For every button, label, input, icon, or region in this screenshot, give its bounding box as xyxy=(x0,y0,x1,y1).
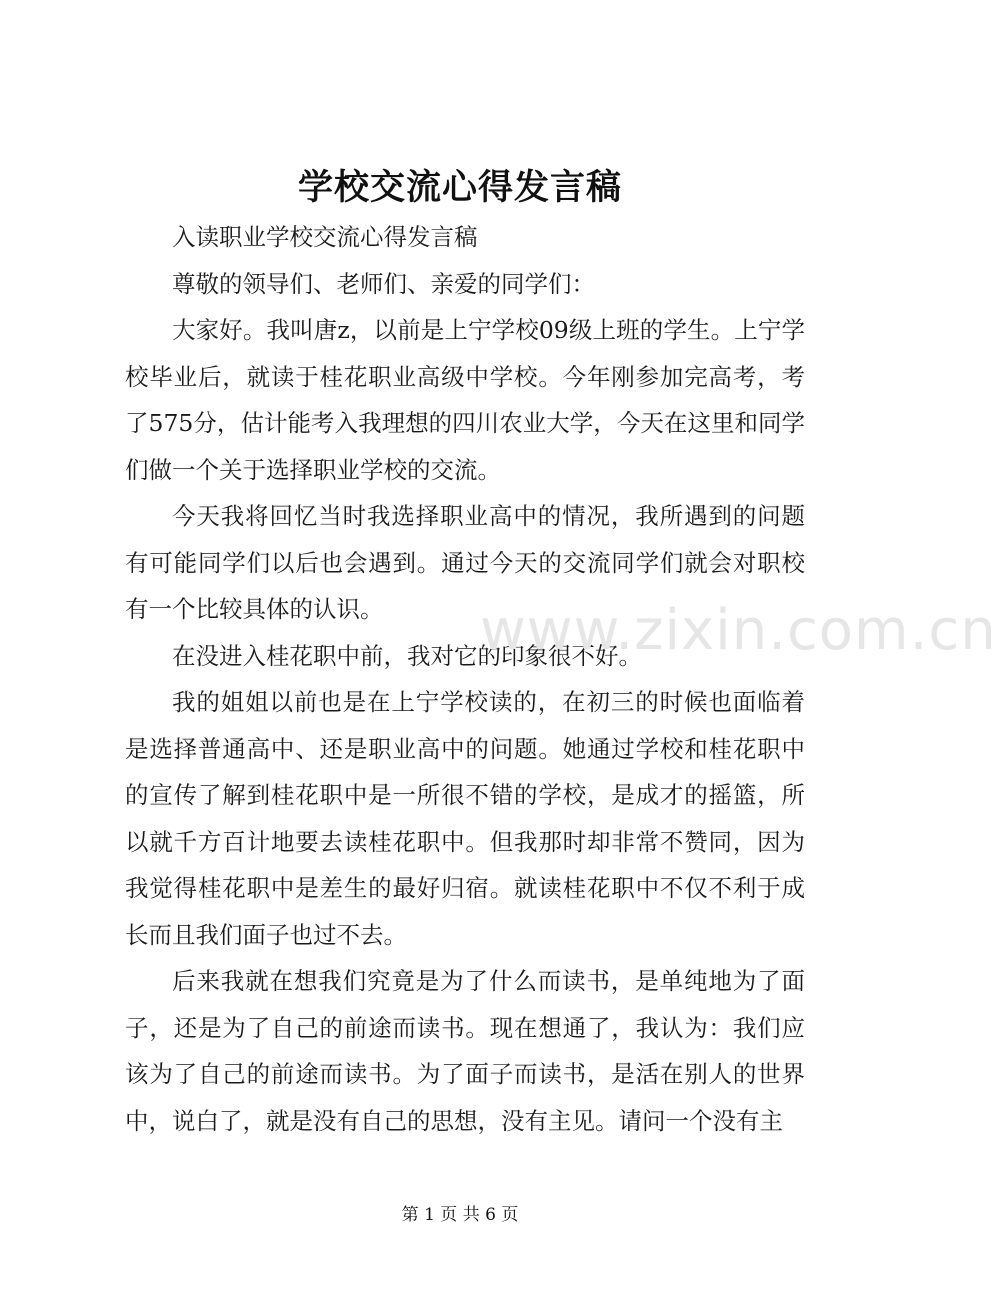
page-footer: 第 1 页 共 6 页 xyxy=(401,1205,519,1225)
paragraph-subtitle: 入读职业学校交流心得发言稿 xyxy=(172,223,478,251)
paragraph-salutation: 尊敬的领导们、老师们、亲爱的同学们： xyxy=(172,269,595,298)
paragraph-reflection: 后来我就在想我们究竟是为了什么而读书，是单纯地为了面子，还是为了自己的前途而读书。现在想通了，我认为：我们应该为了自己的前途而读书。为了面子而读书，是活在别人的世界中，说白了，就是没有自己的思想，没有主见。请问一个没有主 xyxy=(125,967,805,1135)
paragraph-purpose: 今天我将回忆当时我选择职业高中的情况，我所遇到的问题有可能同学们以后也会遇到。通过今天的交流同学们就会对职校有一个比较具体的认识。 xyxy=(125,502,805,623)
document-title: 学校交流心得发言稿 xyxy=(297,167,622,208)
paragraph-sister: 我的姐姐以前也是在上宁学校读的，在初三的时候也面临着是选择普通高中、还是职业高中的问题。她通过学校和桂花职中的宣传了解到桂花职中是一所很不错的学校，是成才的摇篮，所以就千方百计地要去读桂花职中。但我那时却非常不赞同，因为我觉得桂花职中是差生的最好归宿。就读桂花职中不仅不利于成长而且我们面子也过不去。 xyxy=(125,688,805,949)
paragraph-impression: 在没进入桂花职中前，我对它的印象很不好。 xyxy=(172,641,642,670)
watermark-text: www.zixin.com.cn xyxy=(480,598,997,663)
document-body xyxy=(125,214,805,1144)
paragraph-introduction: 大家好。我叫唐z，以前是上宁学校09级上班的学生。上宁学校毕业后，就读于桂花职业高级中学校。今年刚参加完高考，考了575分，估计能考入我理想的四川农业大学，今天在这里和同学们做一个关于选择职业学校的交流。 xyxy=(125,316,805,484)
